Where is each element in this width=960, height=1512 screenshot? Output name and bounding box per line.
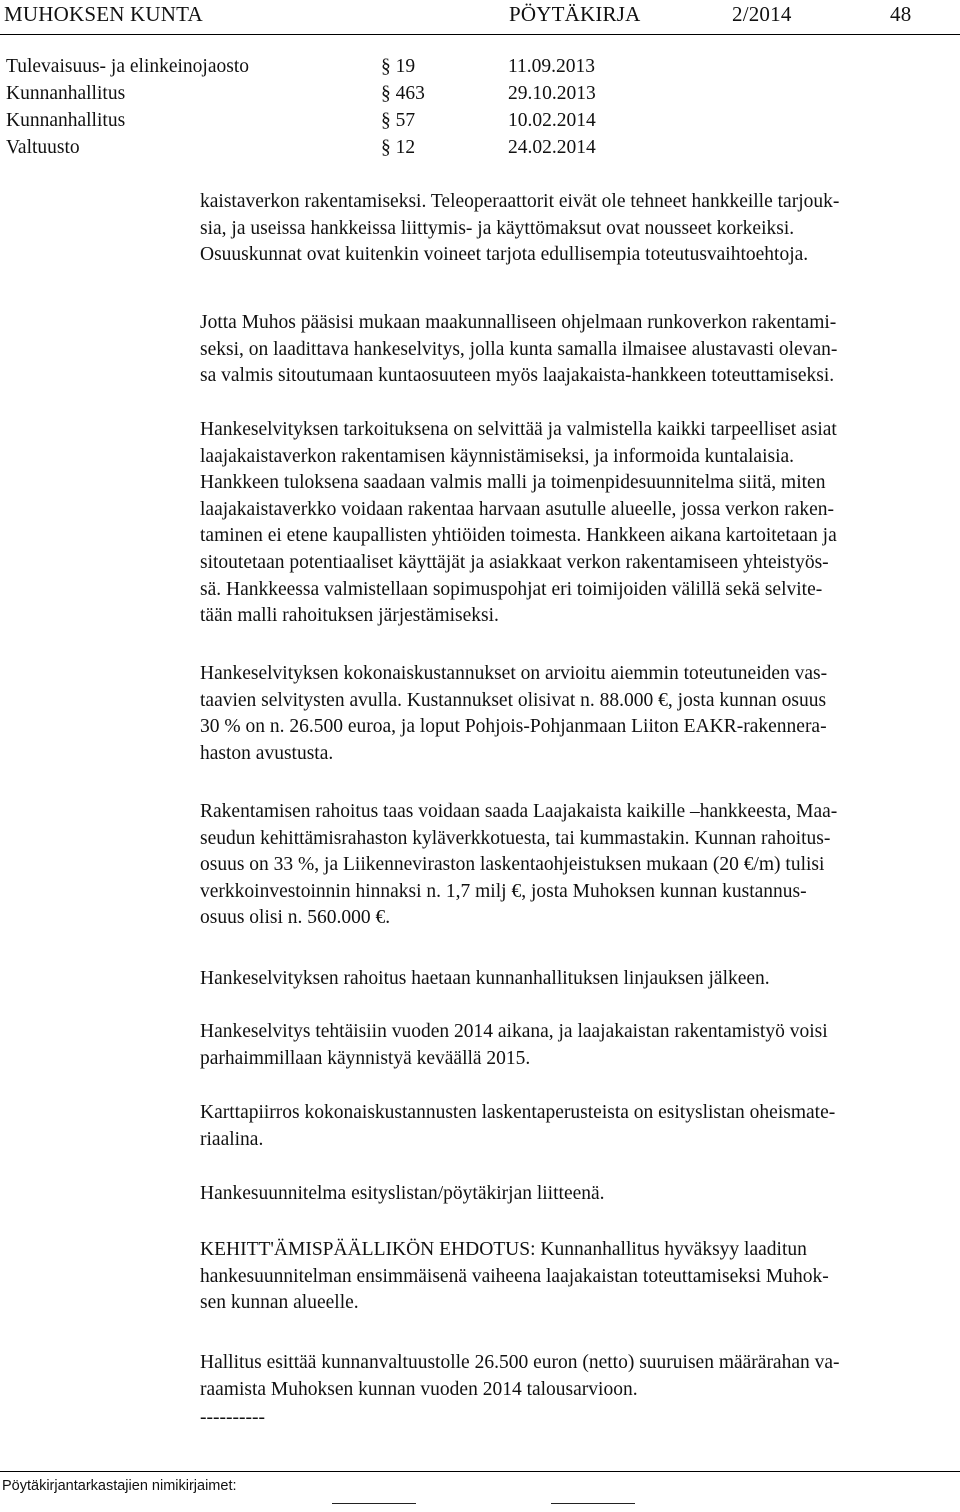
body-paragraph: kaistaverkon rakentamiseksi. Teleoperaattorit eivät ole tehneet hankkeille tarjouk- sia, ja useissa hankkeissa liittymis- ja käyttömaksut ovat nousseet korkeiksi. Osuuskunnat ovat kuitenkin voineet tarjota edullisempia toteutusvaihtoehtoja. (200, 191, 840, 266)
proposal-paragraph: KEHITT'ÄMISPÄÄLLIKÖN EHDOTUS: Kunnanhallitus hyväksyy laaditun hankesuunnitelman ensimmäisenä vaiheena laajakaistan toteuttamiseksi Muhok- sen kunnan alueelle. (200, 1239, 829, 1314)
meeting-date: 10.02.2014 (508, 110, 596, 131)
body-paragraph: Hankeselvityksen rahoitus haetaan kunnanhallituksen linjauksen jälkeen. (200, 968, 770, 989)
body-paragraph: Hallitus esittää kunnanvaltuustolle 26.500 euron (netto) suuruisen määrärahan va- raamista Muhoksen kunnan vuoden 2014 talousarvioon. (200, 1352, 840, 1400)
page-number: 48 (890, 2, 912, 26)
body-paragraph: Hankeselvityksen tarkoituksena on selvittää ja valmistella kaikki tarpeelliset asiat laajakaistaverkon rakentamisen käynnistämiseksi, ja informoida kuntalaisia. Hankkeen tuloksena saadaan valmis malli ja toimenpidesuunnitelma siitä, miten laajakaistaverkko voidaan rakentaa harvaan asutulle alueelle, jossa verkon raken- taminen ei etene kaupallisten yhtiöiden toimesta. Hankkeen aikana kartoitetaan ja sitoutetaan potentiaaliset käyttäjät ja asiakkaat verkon rakentamiseen yhteistyös- sä. Hankkeessa valmistellaan sopimuspohjat eri toimijoiden välillä sekä selvite- tään malli rahoituksen järjestämiseksi. (200, 419, 837, 627)
header-rule (0, 34, 960, 35)
meeting-date: 11.09.2013 (508, 56, 596, 77)
body-paragraph: Hankesuunnitelma esityslistan/pöytäkirjan liitteenä. (200, 1183, 605, 1204)
footer-rule (0, 1471, 960, 1472)
document-number: 2/2014 (732, 2, 792, 26)
signature-line (551, 1503, 635, 1504)
document-type: PÖYTÄKIRJA (509, 2, 641, 26)
body-paragraph: Hankeselvitys tehtäisiin vuoden 2014 aikana, ja laajakaistan rakentamistyö voisi parhaimmillaan käynnistyä keväällä 2015. (200, 1021, 828, 1069)
meeting-section: § 19 (381, 56, 416, 77)
section-separator: ---------- (200, 1407, 265, 1428)
meeting-date: 29.10.2013 (508, 83, 596, 104)
meeting-body: Valtuusto (6, 137, 80, 158)
meeting-section: § 463 (381, 83, 425, 104)
municipality-name: MUHOKSEN KUNTA (4, 2, 203, 26)
meeting-body: Tulevaisuus- ja elinkeinojaosto (6, 56, 250, 77)
body-paragraph: Jotta Muhos pääsisi mukaan maakunnalliseen ohjelmaan runkoverkon rakentami- seksi, on laadittava hankeselvitys, jolla kunta samalla ilmaisee alustavasti olevan- sa valmis sitoutumaan kuntaosuuteen myös laajakaista-hankkeen toteuttamiseksi. (200, 312, 838, 387)
signature-label: Pöytäkirjantarkastajien nimikirjaimet: (2, 1478, 237, 1494)
signature-line (332, 1503, 416, 1504)
body-paragraph: Hankeselvityksen kokonaiskustannukset on arvioitu aiemmin toteutuneiden vas- taavien selvitysten avulla. Kustannukset olisivat n. 88.000 €, josta kunnan osuus 30 % on n. 26.500 euroa, ja loput Pohjois-Pohjanmaan Liiton EAKR-rakennera- haston avustusta. (200, 663, 828, 764)
meeting-date: 24.02.2014 (508, 137, 596, 158)
body-paragraph: Karttapiirros kokonaiskustannusten laskentaperusteista on esityslistan oheismate- riaalina. (200, 1102, 836, 1150)
meeting-body: Kunnanhallitus (6, 110, 126, 131)
meeting-section: § 12 (381, 137, 416, 158)
body-paragraph: Rakentamisen rahoitus taas voidaan saada Laajakaista kaikille –hankkeesta, Maa- seudun kehittämisrahaston kyläverkkotuesta, tai kummastakin. Kunnan rahoitus- osuus on 33 %, ja Liikenneviraston laskentaohjeistuksen mukaan (20 €/m) tulisi verkkoinvestoinnin hinnaksi n. 1,7 milj €, josta Muhoksen kunnan kustannus- osuus olisi n. 560.000 €. (200, 801, 838, 929)
meeting-section: § 57 (381, 110, 416, 131)
meeting-body: Kunnanhallitus (6, 83, 126, 104)
